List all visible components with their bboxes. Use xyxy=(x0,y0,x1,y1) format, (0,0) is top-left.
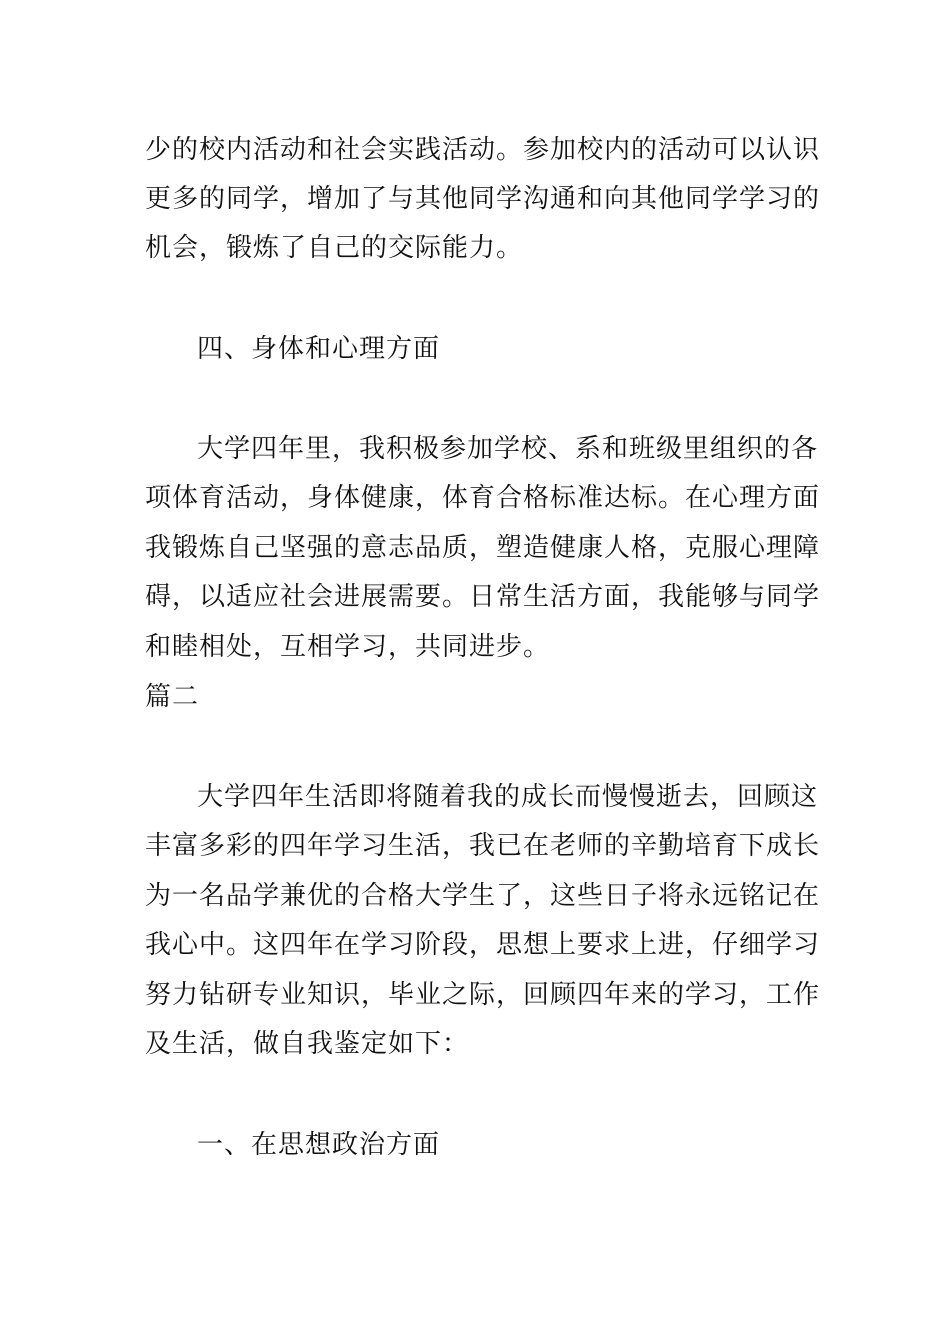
paragraph-line: 项体育活动，身体健康，体育合格标准达标。在心理方面 xyxy=(145,483,821,513)
paragraph-line: 为一名品学兼优的合格大学生了，这些日子将永远铭记在 xyxy=(145,881,821,911)
section-heading: 一、在思想政治方面 xyxy=(197,1130,441,1160)
paragraph-line: 机会，锻炼了自己的交际能力。 xyxy=(145,233,524,263)
paragraph-line: 努力钻研专业知识，毕业之际，回顾四年来的学习，工作 xyxy=(145,980,821,1010)
paragraph-line: 少的校内活动和社会实践活动。参加校内的活动可以认识 xyxy=(145,135,821,165)
paragraph-line: 和睦相处，互相学习，共同进步。 xyxy=(145,632,551,662)
paragraph-line: 大学四年生活即将随着我的成长而慢慢逝去，回顾这 xyxy=(197,782,819,812)
paragraph-line: 更多的同学，增加了与其他同学沟通和向其他同学学习的 xyxy=(145,184,821,214)
paragraph-line: 碍，以适应社会进展需要。日常生活方面，我能够与同学 xyxy=(145,582,821,612)
paragraph-line: 丰富多彩的四年学习生活，我已在老师的辛勤培育下成长 xyxy=(145,831,821,861)
paragraph-line: 大学四年里，我积极参加学校、系和班级里组织的各 xyxy=(197,434,819,464)
part-heading: 篇二 xyxy=(145,682,200,712)
paragraph-line: 我锻炼自己坚强的意志品质，塑造健康人格，克服心理障 xyxy=(145,533,821,563)
paragraph-line: 及生活，做自我鉴定如下： xyxy=(145,1029,470,1059)
section-heading: 四、身体和心理方面 xyxy=(197,334,441,364)
paragraph-line: 我心中。这四年在学习阶段，思想上要求上进，仔细学习 xyxy=(145,930,821,960)
